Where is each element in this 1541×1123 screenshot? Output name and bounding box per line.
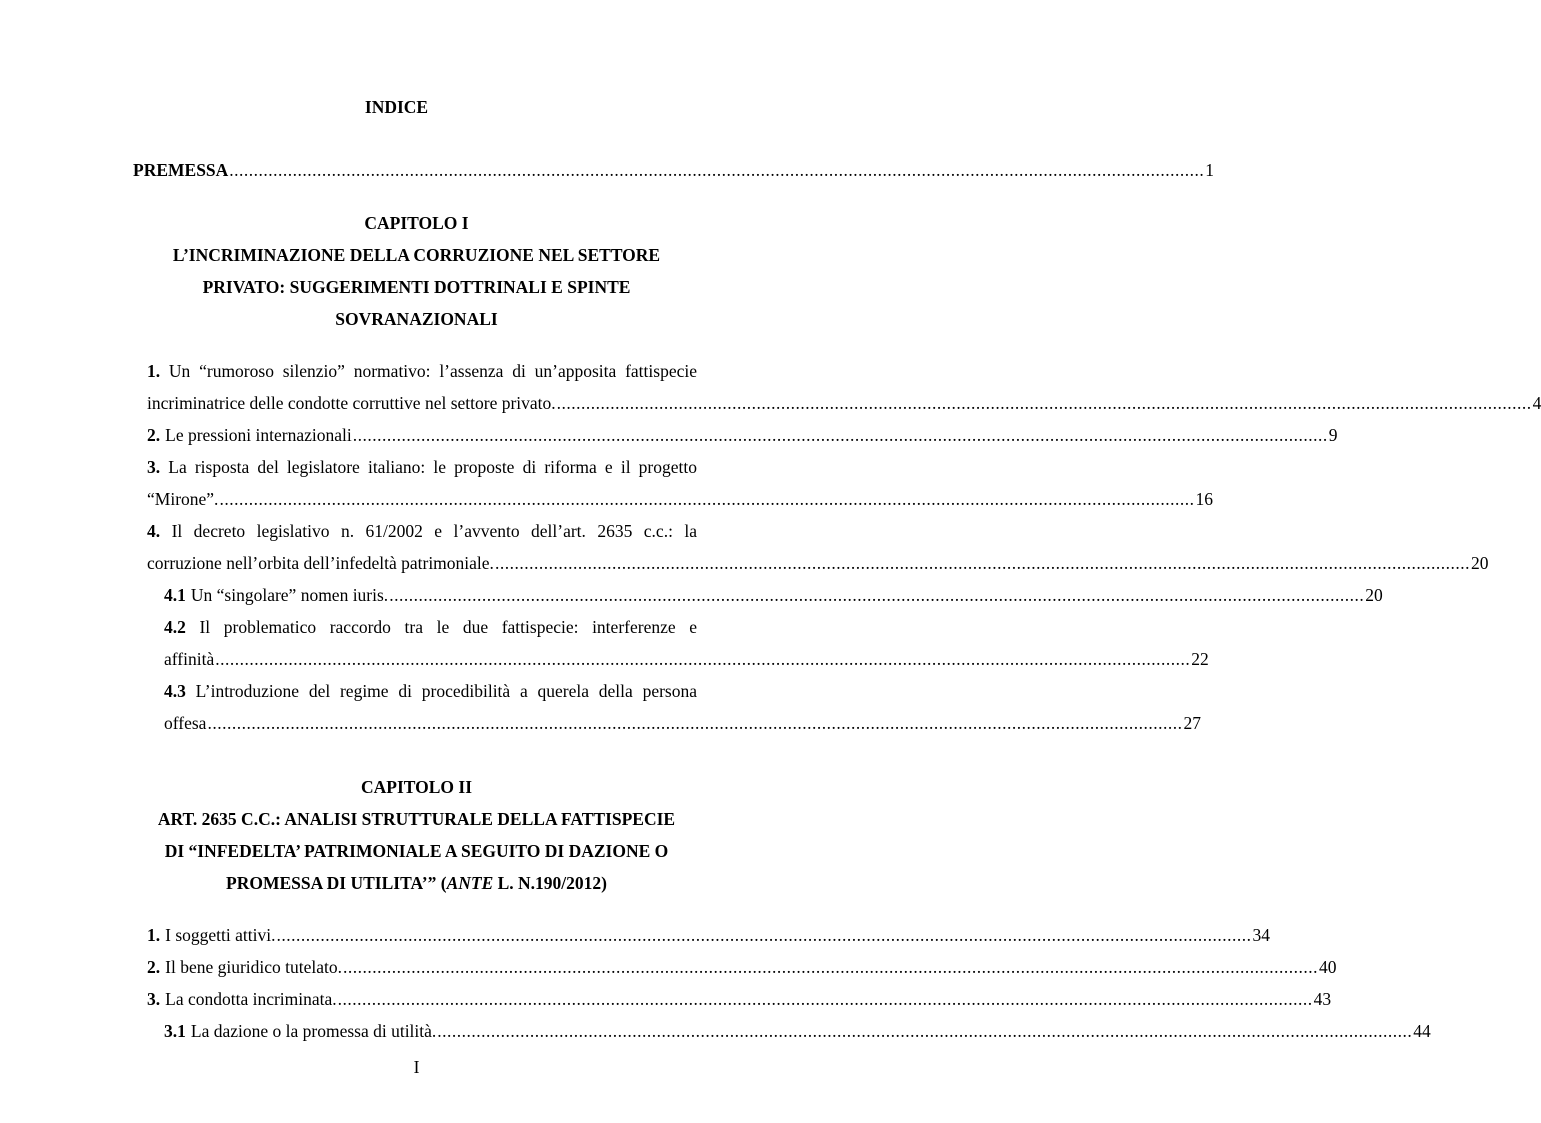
toc-entry[interactable] (147, 425, 1338, 445)
toc-entry-continuation[interactable] (147, 489, 1213, 509)
dot-leader: ........................................................................................................................................................................................................ (276, 925, 1252, 945)
toc-entry-text: Il bene giuridico tutelato. (165, 957, 343, 977)
dot-leader: ........................................................................................................................................................................................................ (352, 425, 1328, 445)
chapter-heading: CAPITOLO I (364, 213, 469, 233)
toc-entry-text: Il decreto legislativo n. 61/2002 e l’avvento dell’art. 2635 c.c.: la (171, 521, 697, 541)
toc-entry-number: 1. (147, 361, 161, 381)
chapter-title-line (0, 873, 833, 893)
chapter-title-text: L. N.190/2012) (493, 873, 607, 893)
toc-entry-text: corruzione nell’orbita dell’infedeltà patrimoniale. (147, 553, 494, 573)
toc-entry-text: offesa (164, 713, 207, 733)
chapter-title-line: DI “INFEDELTA’ PATRIMONIALE A SEGUITO DI DAZIONE O (164, 841, 669, 861)
toc-page-number: 9 (1328, 425, 1338, 445)
toc-entry-text: I soggetti attivi. (165, 925, 276, 945)
toc-entry-text: Un “singolare” nomen iuris. (190, 585, 389, 605)
toc-entry-text: affinità (164, 649, 215, 669)
toc-page-number: 44 (1413, 1021, 1431, 1041)
toc-entry-text: incriminatrice delle condotte corruttive nel settore privato. (147, 393, 556, 413)
toc-subentry[interactable] (164, 585, 1383, 605)
toc-page-number: 27 (1183, 713, 1201, 733)
toc-entry-number: 4. (147, 521, 161, 541)
dot-leader: ........................................................................................................................................................................................................ (389, 585, 1365, 605)
chapter-title-text: PROMESSA DI UTILITA’” ( (226, 873, 447, 893)
index-title: INDICE (364, 97, 429, 117)
toc-page-number: 34 (1252, 925, 1270, 945)
toc-subentry-continuation[interactable] (164, 713, 1201, 733)
chapter-title-line: SOVRANAZIONALI (335, 309, 498, 329)
toc-entry-number: 1. (147, 925, 161, 945)
toc-entry-continuation[interactable] (147, 553, 1489, 573)
toc-subentry[interactable] (164, 1021, 1431, 1041)
toc-subentry-line[interactable] (164, 617, 697, 637)
dot-leader: ........................................................................................................................................................................................................ (229, 160, 1205, 180)
dot-leader: ........................................................................................................................................................................................................ (494, 553, 1470, 573)
dot-leader: ........................................................................................................................................................................................................ (215, 649, 1191, 669)
chapter-title-line: PRIVATO: SUGGERIMENTI DOTTRINALI E SPINTE (202, 277, 631, 297)
toc-entry-premessa[interactable] (133, 160, 1215, 180)
toc-subentry-line[interactable] (164, 681, 697, 701)
toc-entry-line[interactable] (147, 361, 697, 381)
toc-entry-text: La dazione o la promessa di utilità. (190, 1021, 437, 1041)
dot-leader: ........................................................................................................................................................................................................ (437, 1021, 1413, 1041)
toc-entry-text: La condotta incriminata. (165, 989, 337, 1009)
toc-page-number: 1 (1205, 160, 1215, 180)
toc-entry-line[interactable] (147, 521, 697, 541)
toc-entry-text: Il problematico raccordo tra le due fattispecie: interferenze e (199, 617, 697, 637)
toc-entry-text: “Mirone”. (147, 489, 219, 509)
page-number: I (413, 1057, 420, 1077)
chapter-title-italic: ANTE (446, 873, 494, 893)
toc-entry-text: Un “rumoroso silenzio” normativo: l’assenza di un’apposita fattispecie (168, 361, 697, 381)
toc-entry-number: 4.2 (164, 617, 186, 637)
chapter-title-line: L’INCRIMINAZIONE DELLA CORRUZIONE NEL SETTORE (172, 245, 661, 265)
dot-leader: ........................................................................................................................................................................................................ (219, 489, 1195, 509)
toc-entry-text: L’introduzione del regime di procedibilità a querela della persona (195, 681, 698, 701)
toc-entry[interactable] (147, 957, 1337, 977)
toc-page-number: 20 (1365, 585, 1383, 605)
toc-entry-number: 3.1 (164, 1021, 186, 1041)
toc-entry-number: 3. (147, 989, 161, 1009)
toc-page-number: 22 (1191, 649, 1209, 669)
toc-entry-number: 4.1 (164, 585, 186, 605)
toc-entry-text: La risposta del legislatore italiano: le proposte di riforma e il progetto (168, 457, 698, 477)
toc-page-number: 20 (1470, 553, 1489, 573)
toc-entry[interactable] (147, 989, 1332, 1009)
toc-entry-label: PREMESSA (133, 160, 229, 180)
dot-leader: ........................................................................................................................................................................................................ (556, 393, 1532, 413)
dot-leader: ........................................................................................................................................................................................................ (343, 957, 1319, 977)
toc-entry-number: 4.3 (164, 681, 186, 701)
chapter-title-line: ART. 2635 C.C.: ANALISI STRUTTURALE DELLA FATTISPECIE (157, 809, 676, 829)
chapter-heading: CAPITOLO II (360, 777, 473, 797)
toc-entry-line[interactable] (147, 457, 697, 477)
toc-page-number: 4 (1532, 393, 1541, 413)
toc-page-number: 43 (1313, 989, 1332, 1009)
toc-page-number: 40 (1319, 957, 1337, 977)
dot-leader: ........................................................................................................................................................................................................ (207, 713, 1183, 733)
toc-entry-number: 2. (147, 957, 161, 977)
toc-entry-number: 2. (147, 425, 161, 445)
toc-entry-text: Le pressioni internazionali (165, 425, 352, 445)
toc-subentry-continuation[interactable] (164, 649, 1209, 669)
toc-entry[interactable] (147, 925, 1270, 945)
dot-leader: ........................................................................................................................................................................................................ (337, 989, 1313, 1009)
toc-page-number: 16 (1195, 489, 1213, 509)
toc-entry-number: 3. (147, 457, 161, 477)
toc-entry-continuation[interactable] (147, 393, 1541, 413)
